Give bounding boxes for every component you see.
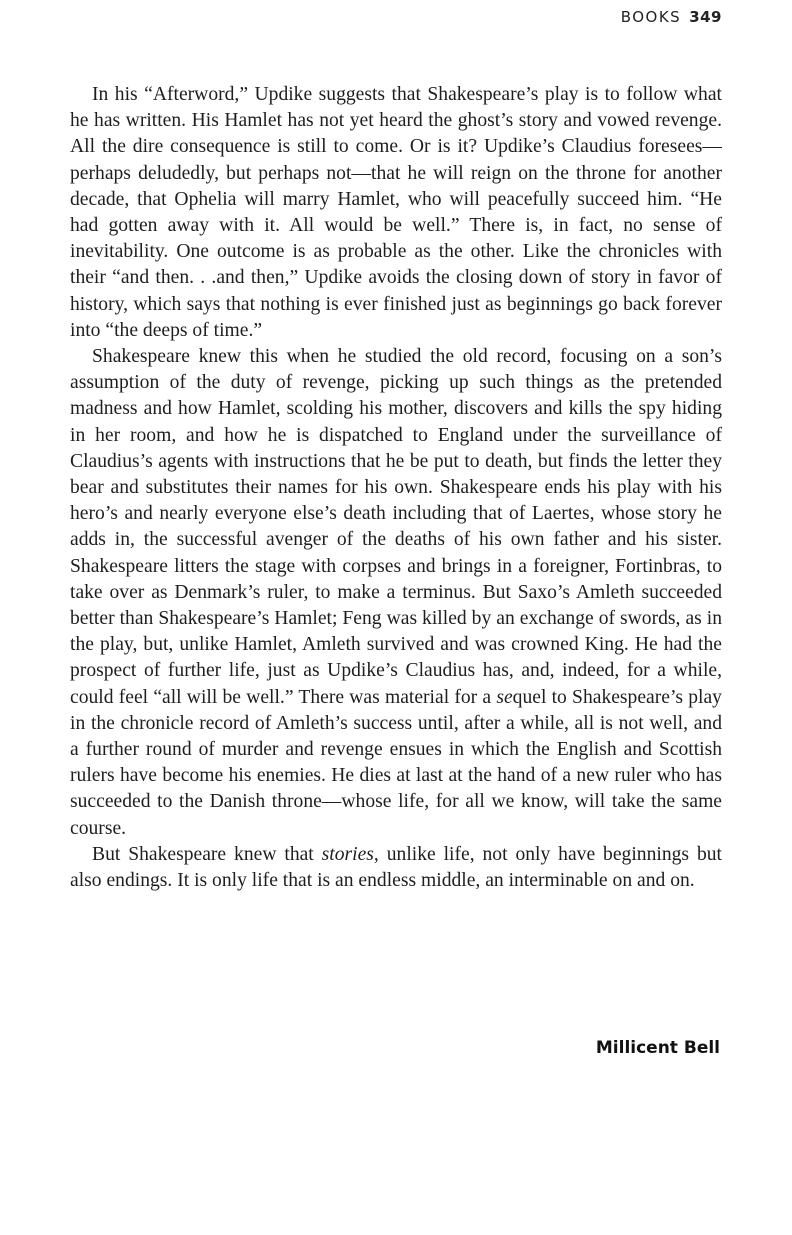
- text-run: Shakespeare knew this when he studied the old record, focusing on a son’s assumption of the duty of revenge, picking up such things as the pretended madness and how Hamlet, scolding his mother, discovers and kills the spy hiding in her room, and how he is dispatched to England under the surveillance of Claudius’s agents with instructions that he be put to death, but finds the letter they bear and substitutes their names for his own. Shakespeare ends his play with his hero’s and nearly everyone else’s death including that of Laertes, whose story he adds in, the successful avenger of the deaths of his own father and his sister. Shakespeare litters the stage with corpses and brings in a foreigner, Fortinbras, to take over as Denmark’s ruler, to make a terminus. But Saxo’s Amleth succeeded better than Shakespeare’s Hamlet; Feng was killed by an exchange of swords, as in the play, but, unlike Hamlet, Amleth survived and was crowned King. He had the prospect of further life, just as Updike’s Claudius has, and, indeed, for a while, could feel “all will be well.” There was material for a: [70, 346, 722, 708]
- text-run: quel to Shakespeare’s play in the chronicle record of Amleth’s success until, after a while, all is not well, and a further round of murder and revenge ensues in which the English and Scottish rulers have become his enemies. He dies at last at the hand of a new ruler who has succeeded to the Danish throne—whose life, for all we know, will take the same course.: [70, 686, 722, 839]
- author-signature: Millicent Bell: [595, 1038, 720, 1058]
- text-run: But Shakespeare knew that: [92, 843, 322, 865]
- paragraph-2: [70, 344, 722, 842]
- text-run-italic: se: [496, 686, 513, 708]
- text-run: , unlike life, not only have beginnings but also endings. It is only life that is an endless middle, an interminable on and on.: [70, 843, 722, 892]
- text-run-italic: stories: [321, 843, 374, 865]
- running-head-section: BOOKS: [620, 8, 682, 26]
- article-body: [70, 82, 722, 894]
- text-run: In his “Afterword,” Updike suggests that Shakespeare’s play is to follow what he has written. His Hamlet has not yet heard the ghost’s story and vowed revenge. All the dire consequence is still to come. Or is it? Updike’s Claudius foresees—perhaps deludedly, but perhaps not—that he will reign on the throne for another decade, that Ophelia will marry Hamlet, who will peacefully succeed him. “He had gotten away with it. All would be well.” There is, in fact, no sense of inevitability. One outcome is as probable as the other. Like the chronicles with their “and then. . .and then,” Updike avoids the closing down of story in favor of history, which says that nothing is ever finished just as beginnings go back forever into “the deeps of time.”: [70, 84, 722, 341]
- running-head: [621, 8, 722, 26]
- paragraph-3: [70, 842, 722, 894]
- paragraph-1: [70, 82, 722, 344]
- page-number: 349: [689, 8, 722, 26]
